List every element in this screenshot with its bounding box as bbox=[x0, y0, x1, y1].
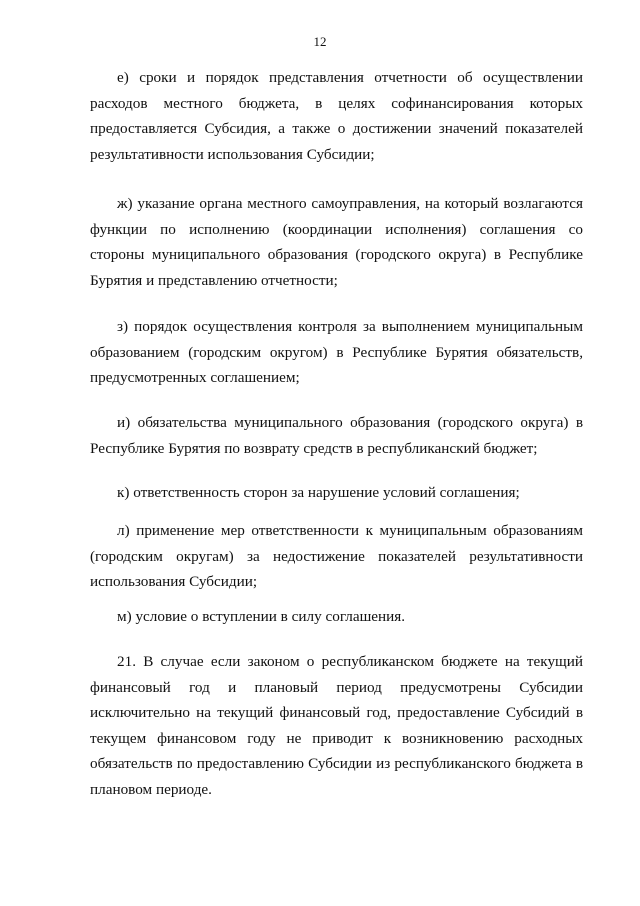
paragraph-m-entry-into-force: м) условие о вступлении в силу соглашения. bbox=[117, 608, 406, 625]
paragraph-k-liability: к) ответственность сторон за нарушение условий соглашения; bbox=[117, 484, 520, 501]
paragraph-z-control-procedure: з) порядок осуществления контроля за выполнением муниципальным образованием (городским округом) в Республике Бурятия обязательств, предусмотренных соглашением; bbox=[90, 318, 583, 387]
paragraph-zh-responsible-authority: ж) указание органа местного самоуправления, на который возлагаются функции по исполнению (координации исполнения) соглашения со стороны муниципального образования (городского округа) в Республике Бурятия и представлению отчетности; bbox=[90, 195, 583, 289]
paragraph-21-planning-period: 21. В случае если законом о республиканском бюджете на текущий финансовый год и плановый период предусмотрены Субсидии исключительно на текущий финансовый год, предоставление Субсидий в текущем финансовом году не приводит к возникновению расходных обязательств по предоставлению Субсидии из республиканского бюджета в плановом периоде. bbox=[90, 653, 583, 798]
paragraph-l-sanctions: л) применение мер ответственности к муниципальным образованиям (городским округам) за недостижение показателей результативности использования Субсидии; bbox=[90, 522, 583, 591]
paragraph-e-reporting-terms: е) сроки и порядок представления отчетности об осуществлении расходов местного бюджета, в целях софинансирования которых предоставляется Субсидия, а также о достижении значений показателей результативности использования Субсидии; bbox=[90, 69, 583, 163]
paragraph-i-refund-obligations: и) обязательства муниципального образования (городского округа) в Республике Бурятия по возврату средств в республиканский бюджет; bbox=[90, 414, 583, 457]
page-number: 12 bbox=[313, 34, 327, 49]
